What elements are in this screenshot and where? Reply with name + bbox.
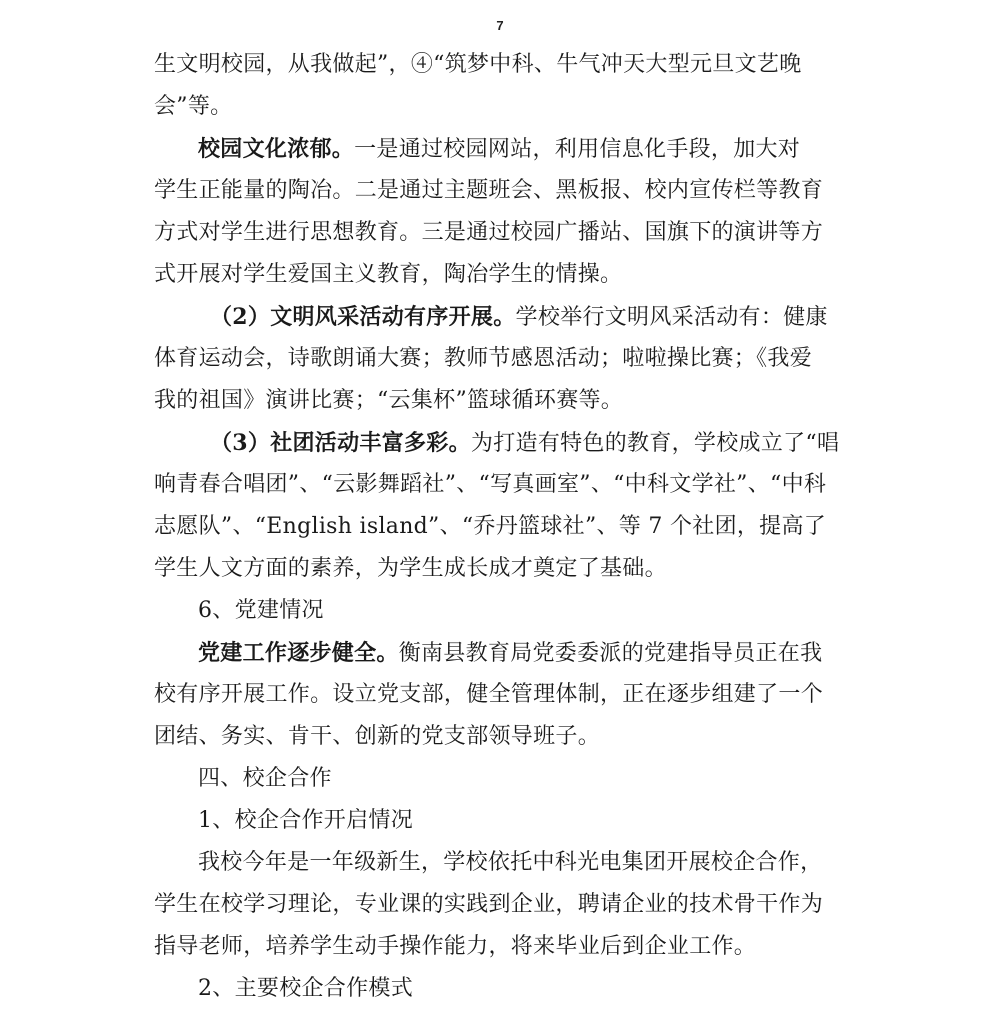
text-line: 响青春合唱团”、“云影舞蹈社”、“写真画室”、“中科文学社”、“中科	[154, 472, 827, 497]
paragraph-club-activities: （3）社团活动丰富多彩。为打造有特色的教育，学校成立了“唱	[210, 430, 840, 456]
text-line: 学生人文方面的素养，为学生成长成才奠定了基础。	[154, 556, 667, 581]
text-line: 式开展对学生爱国主义教育，陶冶学生的情操。	[154, 262, 623, 287]
text-line: 方式对学生进行思想教育。三是通过校园广播站、国旗下的演讲等方	[154, 220, 824, 245]
paragraph-civility-activities: （2）文明风采活动有序开展。学校举行文明风采活动有：健康	[210, 304, 828, 330]
paragraph-heading: 党建工作逐步健全。	[198, 640, 399, 666]
paragraph-heading: 校园文化浓郁。	[198, 136, 355, 162]
text-line: 我的祖国》演讲比赛；“云集杯”篮球循环赛等。	[154, 388, 624, 413]
document-body	[154, 44, 854, 1010]
text-line: 生文明校园，从我做起”，④“筑梦中科、牛气冲天大型元旦文艺晚	[154, 52, 802, 77]
paragraph-cooperation: 我校今年是一年级新生，学校依托中科光电集团开展校企合作，	[198, 850, 823, 875]
paragraph-heading: （3）社团活动丰富多彩。	[210, 430, 471, 456]
text-line: 体育运动会，诗歌朗诵大赛；教师节感恩活动；啦啦操比赛；《我爱	[154, 346, 813, 371]
text-line: 学生在校学习理论，专业课的实践到企业，聘请企业的技术骨干作为	[154, 892, 824, 917]
text-line: 学生正能量的陶冶。二是通过主题班会、黑板报、校内宣传栏等教育	[154, 178, 824, 203]
text-line: 志愿队”、“English island”、“乔丹篮球社”、等 7 个社团，提高了	[154, 514, 827, 539]
paragraph-heading: （2）文明风采活动有序开展。	[210, 304, 516, 330]
paragraph-campus-culture: 校园文化浓郁。一是通过校园网站，利用信息化手段，加大对	[198, 136, 801, 162]
section-heading-school-enterprise: 四、校企合作	[198, 766, 332, 791]
paragraph-party-building: 党建工作逐步健全。衡南县教育局党委委派的党建指导员正在我	[198, 640, 823, 666]
text-line: 指导老师，培养学生动手操作能力，将来毕业后到企业工作。	[154, 934, 757, 959]
subsection-heading-cooperation-start: 1、校企合作开启情况	[198, 808, 413, 833]
text-line: 校有序开展工作。设立党支部，健全管理体制，正在逐步组建了一个	[154, 682, 824, 707]
text-line: 会”等。	[154, 94, 233, 119]
section-heading-party-building: 6、党建情况	[198, 598, 324, 623]
page-number: 7	[496, 18, 504, 33]
text-line: 团结、务实、肯干、创新的党支部领导班子。	[154, 724, 601, 749]
subsection-heading-cooperation-mode: 2、主要校企合作模式	[198, 976, 413, 1001]
